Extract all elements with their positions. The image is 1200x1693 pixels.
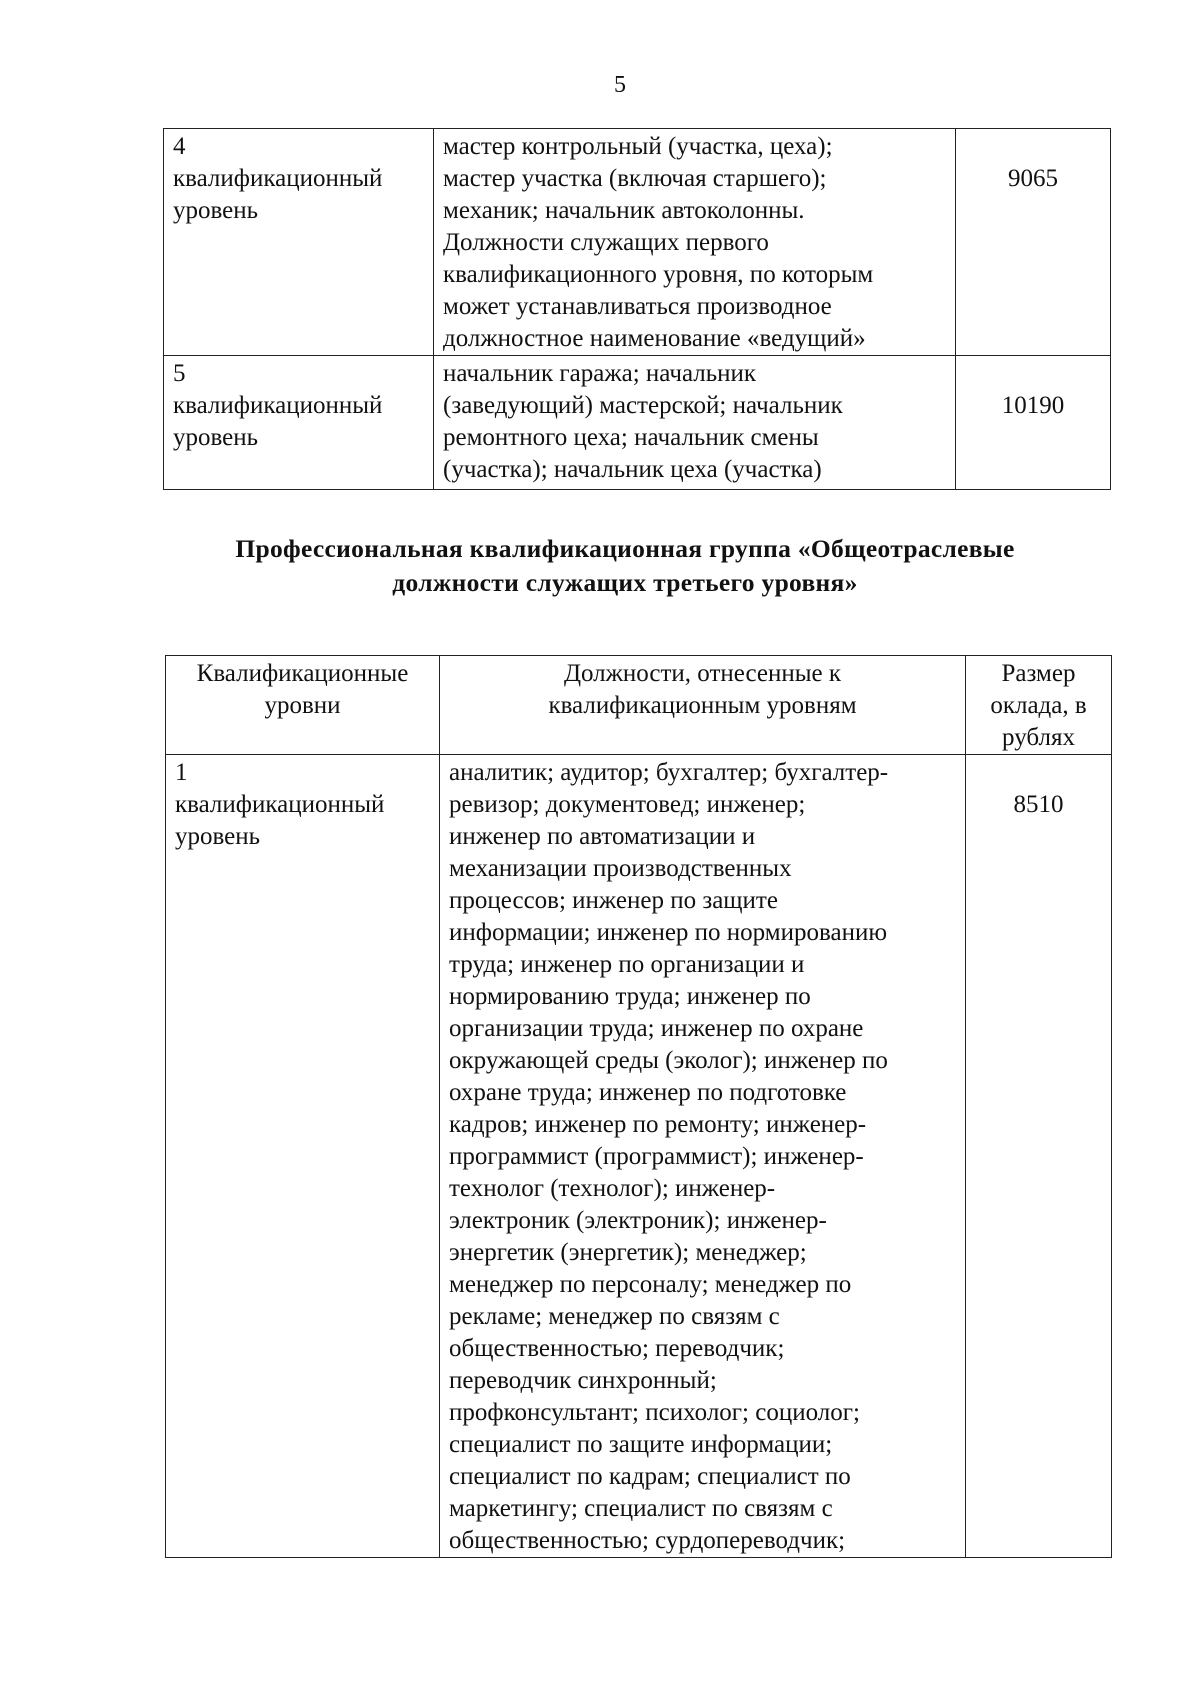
positions-line: ремонтного цеха; начальник смены <box>443 424 819 451</box>
positions-cell <box>434 356 956 490</box>
header-line: квалификационным уровням <box>548 692 857 719</box>
positions-line: программист (программист); инженер- <box>449 1143 864 1170</box>
positions-line: организации труда; инженер по охране <box>449 1015 864 1042</box>
group-heading-line: Профессиональная квалификационная группа «Общеотраслевые <box>235 534 1015 563</box>
positions-line: специалист по защите информации; <box>449 1431 833 1458</box>
positions-line: общественностью; сурдопереводчик; <box>449 1527 846 1554</box>
positions-line: (участка); начальник цеха (участка) <box>443 456 822 483</box>
header-positions <box>440 656 966 755</box>
positions-line: должностное наименование «ведущий» <box>443 325 866 352</box>
positions-line: менеджер по персоналу; менеджер по <box>449 1271 852 1298</box>
header-salary <box>966 656 1112 755</box>
positions-line: нормированию труда; инженер по <box>449 983 811 1010</box>
positions-cell <box>434 129 956 356</box>
header-line: уровни <box>264 692 341 719</box>
qualification-level-cell <box>164 129 434 356</box>
qualification-level-cell <box>166 755 440 1558</box>
positions-line: может устанавливаться производное <box>443 293 832 320</box>
group-heading-line: должности служащих третьего уровня» <box>392 568 858 597</box>
positions-line: маркетингу; специалист по связям с <box>449 1495 833 1522</box>
positions-line: рекламе; менеджер по связям с <box>449 1303 780 1330</box>
positions-line: механик; начальник автоколонны. <box>443 197 805 224</box>
positions-line: энергетик (энергетик); менеджер; <box>449 1239 807 1266</box>
positions-line: окружающей среды (эколог); инженер по <box>449 1047 888 1074</box>
salary-table-continued <box>163 128 1111 490</box>
positions-line: профконсультант; психолог; социолог; <box>449 1399 860 1426</box>
positions-line: механизации производственных <box>449 855 792 882</box>
positions-line: инженер по автоматизации и <box>449 823 756 850</box>
positions-line: Должности служащих первого <box>443 229 769 256</box>
header-line: Размер <box>1001 660 1076 687</box>
positions-line: общественностью; переводчик; <box>449 1335 785 1362</box>
page-number: 5 <box>614 72 626 98</box>
positions-line: мастер контрольный (участка, цеха); <box>443 133 833 160</box>
header-line: рублях <box>1002 724 1075 751</box>
positions-line: специалист по кадрам; специалист по <box>449 1463 851 1490</box>
positions-line: кадров; инженер по ремонту; инженер- <box>449 1111 867 1138</box>
positions-line: процессов; инженер по защите <box>449 887 778 914</box>
table-header-row <box>166 656 1112 755</box>
header-qualification-levels <box>166 656 440 755</box>
positions-line: мастер участка (включая старшего); <box>443 165 827 192</box>
table-row <box>164 356 1111 490</box>
header-line: оклада, в <box>990 692 1087 719</box>
positions-line: (заведующий) мастерской; начальник <box>443 392 843 419</box>
positions-line: ревизор; документовед; инженер; <box>449 791 806 818</box>
level-number: 4 <box>173 133 186 160</box>
header-line: Должности, отнесенные к <box>563 660 842 687</box>
positions-line: труда; инженер по организации и <box>449 951 805 978</box>
level-word: квалификационный <box>175 791 385 818</box>
positions-line: переводчик синхронный; <box>449 1367 717 1394</box>
salary-cell: 8510 <box>966 755 1112 1558</box>
positions-line: информации; инженер по нормированию <box>449 919 888 946</box>
positions-cell <box>440 755 966 1558</box>
qualification-level-cell <box>164 356 434 490</box>
salary-cell: 9065 <box>956 129 1111 356</box>
positions-line: начальник гаража; начальник <box>443 360 757 387</box>
level-number: 5 <box>173 360 186 387</box>
level-number: 1 <box>175 759 188 786</box>
positions-line: электроник (электроник); инженер- <box>449 1207 827 1234</box>
level-suffix: уровень <box>173 197 259 224</box>
group-heading <box>150 532 1100 600</box>
table-row <box>164 129 1111 356</box>
positions-line: охране труда; инженер по подготовке <box>449 1079 847 1106</box>
salary-table <box>165 655 1112 1558</box>
level-suffix: уровень <box>175 823 261 850</box>
positions-line: аналитик; аудитор; бухгалтер; бухгалтер- <box>449 759 889 786</box>
level-word: квалификационный <box>173 165 383 192</box>
header-line: Квалификационные <box>196 660 409 687</box>
level-suffix: уровень <box>173 424 259 451</box>
table-row <box>166 755 1112 1558</box>
salary-cell: 10190 <box>956 356 1111 490</box>
positions-line: квалификационного уровня, по которым <box>443 261 874 288</box>
positions-line: технолог (технолог); инженер- <box>449 1175 776 1202</box>
level-word: квалификационный <box>173 392 383 419</box>
